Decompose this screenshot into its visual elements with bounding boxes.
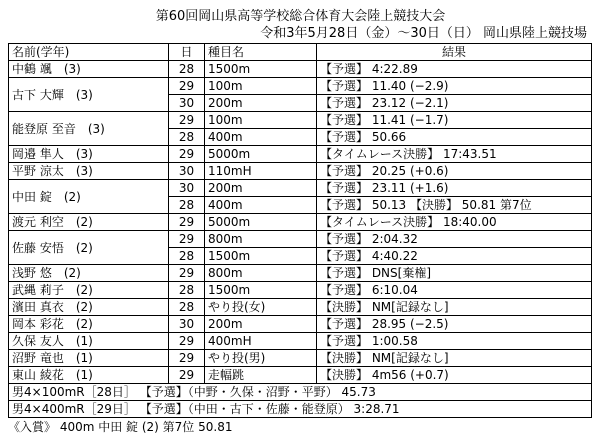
table-row bbox=[9, 146, 592, 163]
athlete-name: 古下 大輝 bbox=[12, 87, 64, 102]
event-result: 【予選】 23.12 (−2.1) bbox=[317, 95, 592, 112]
event-day: 28 bbox=[169, 299, 205, 316]
event-day: 30 bbox=[169, 180, 205, 197]
event-name: 200m bbox=[205, 316, 317, 333]
event-result: 【予選】 11.40 (−2.9) bbox=[317, 78, 592, 95]
athlete-name-cell bbox=[9, 78, 169, 112]
table-row bbox=[9, 231, 592, 248]
header-row bbox=[9, 44, 592, 61]
column-header-event: 種目名 bbox=[205, 44, 317, 61]
event-result: 【予選】 2:04.32 bbox=[317, 231, 592, 248]
table-row bbox=[9, 299, 592, 316]
athlete-grade: (2) bbox=[63, 189, 81, 204]
event-name: 800m bbox=[205, 231, 317, 248]
event-result: 【タイムレース決勝】 18:40.00 bbox=[317, 214, 592, 231]
athlete-name-cell bbox=[9, 180, 169, 214]
athlete-grade: (3) bbox=[87, 121, 105, 136]
event-day: 29 bbox=[169, 265, 205, 282]
athlete-name-cell bbox=[9, 112, 169, 146]
athlete-name-cell bbox=[9, 350, 169, 367]
event-day: 29 bbox=[169, 333, 205, 350]
column-header-result: 結果 bbox=[317, 44, 592, 61]
athlete-name-cell bbox=[9, 61, 169, 78]
event-result: 【決勝】 4m56 (+0.7) bbox=[317, 367, 592, 384]
athlete-grade: (3) bbox=[75, 87, 93, 102]
athlete-name-cell bbox=[9, 146, 169, 163]
event-name: 走幅跳 bbox=[205, 367, 317, 384]
event-result: 【予選】 6:10.04 bbox=[317, 282, 592, 299]
results-table bbox=[8, 43, 592, 418]
event-day: 28 bbox=[169, 197, 205, 214]
table-row bbox=[9, 112, 592, 129]
athlete-grade: (2) bbox=[75, 240, 93, 255]
table-row bbox=[9, 265, 592, 282]
table-row bbox=[9, 61, 592, 78]
athlete-grade: (3) bbox=[63, 62, 81, 76]
table-row bbox=[9, 180, 592, 197]
event-day: 29 bbox=[169, 214, 205, 231]
athlete-name: 能登原 至音 bbox=[12, 121, 76, 136]
event-name: 100m bbox=[205, 78, 317, 95]
event-day: 29 bbox=[169, 146, 205, 163]
event-name: 100m bbox=[205, 112, 317, 129]
athlete-grade: (1) bbox=[75, 368, 93, 382]
award-note: 《入賞》 400m 中田 錠 (2) 第7位 50.81 bbox=[8, 420, 233, 434]
page-title: 第60回岡山県高等学校総合体育大会陸上競技大会 bbox=[155, 9, 446, 24]
table-row bbox=[9, 316, 592, 333]
table-row bbox=[9, 78, 592, 95]
event-day: 29 bbox=[169, 78, 205, 95]
event-name: 400m bbox=[205, 197, 317, 214]
column-header-day: 日 bbox=[169, 44, 205, 61]
athlete-name: 中田 錠 bbox=[12, 189, 52, 204]
event-day: 28 bbox=[169, 61, 205, 78]
event-result: 【予選】 DNS[棄権] bbox=[317, 265, 592, 282]
athlete-grade: (2) bbox=[75, 317, 93, 331]
column-header-name: 名前(学年) bbox=[9, 44, 169, 61]
event-day: 30 bbox=[169, 95, 205, 112]
event-result: 【予選】 50.13 【決勝】 50.81 第7位 bbox=[317, 197, 592, 214]
event-day: 30 bbox=[169, 163, 205, 180]
relay-result: 男4×100mR［28日］ 【予選】（中野・久保・沼野・平野） 45.73 bbox=[9, 384, 592, 401]
event-name: 800m bbox=[205, 265, 317, 282]
relay-row bbox=[9, 401, 592, 418]
event-result: 【タイムレース決勝】 17:43.51 bbox=[317, 146, 592, 163]
athlete-name-cell bbox=[9, 163, 169, 180]
event-name: 5000m bbox=[205, 214, 317, 231]
athlete-name-cell bbox=[9, 367, 169, 384]
event-day: 28 bbox=[169, 248, 205, 265]
athlete-name: 久保 友人 bbox=[12, 334, 64, 348]
event-result: 【予選】 28.95 (−2.5) bbox=[317, 316, 592, 333]
event-name: 1500m bbox=[205, 282, 317, 299]
table-row bbox=[9, 367, 592, 384]
athlete-name: 東山 綾花 bbox=[12, 368, 64, 382]
event-result: 【予選】 50.66 bbox=[317, 129, 592, 146]
athlete-name-cell bbox=[9, 333, 169, 350]
results-body bbox=[9, 61, 592, 384]
event-result: 【予選】 23.11 (+1.6) bbox=[317, 180, 592, 197]
event-name: 200m bbox=[205, 95, 317, 112]
table-row bbox=[9, 282, 592, 299]
athlete-grade: (3) bbox=[75, 164, 93, 178]
athlete-grade: (2) bbox=[75, 300, 93, 314]
athlete-name-cell bbox=[9, 282, 169, 299]
event-day: 30 bbox=[169, 316, 205, 333]
athlete-name-cell bbox=[9, 265, 169, 282]
event-result: 【予選】 4:40.22 bbox=[317, 248, 592, 265]
event-name: 400mH bbox=[205, 333, 317, 350]
event-name: 1500m bbox=[205, 248, 317, 265]
event-day: 29 bbox=[169, 112, 205, 129]
athlete-name: 渡元 利空 bbox=[12, 215, 64, 229]
event-result: 【予選】 11.41 (−1.7) bbox=[317, 112, 592, 129]
event-day: 29 bbox=[169, 350, 205, 367]
athlete-name: 平野 涼太 bbox=[12, 164, 64, 178]
athlete-name: 武縄 莉子 bbox=[12, 283, 64, 297]
athlete-name: 沼野 竜也 bbox=[12, 351, 64, 365]
athlete-name: 中鶴 颯 bbox=[12, 62, 52, 76]
event-result: 【予選】 1:00.58 bbox=[317, 333, 592, 350]
athlete-grade: (2) bbox=[75, 215, 93, 229]
athlete-name-cell bbox=[9, 299, 169, 316]
athlete-name-cell bbox=[9, 316, 169, 333]
event-day: 28 bbox=[169, 282, 205, 299]
relay-row bbox=[9, 384, 592, 401]
event-result: 【予選】 4:22.89 bbox=[317, 61, 592, 78]
table-row bbox=[9, 350, 592, 367]
athlete-grade: (1) bbox=[75, 351, 93, 365]
athlete-grade: (1) bbox=[75, 334, 93, 348]
athlete-name: 岡本 彩花 bbox=[12, 317, 64, 331]
event-date-venue: 令和3年5月28日（金）～30日（日） 岡山県陸上競技場 bbox=[260, 26, 587, 41]
athlete-name: 浅野 悠 bbox=[12, 266, 52, 280]
event-name: 1500m bbox=[205, 61, 317, 78]
event-result: 【決勝】 NM[記録なし] bbox=[317, 299, 592, 316]
relay-body bbox=[9, 384, 592, 418]
relay-result: 男4×400mR［29日］ 【予選】（中田・古下・佐藤・能登原） 3:28.71 bbox=[9, 401, 592, 418]
event-name: 5000m bbox=[205, 146, 317, 163]
table-row bbox=[9, 214, 592, 231]
event-name: やり投(女) bbox=[205, 299, 317, 316]
event-result: 【決勝】 NM[記録なし] bbox=[317, 350, 592, 367]
event-day: 29 bbox=[169, 231, 205, 248]
table-row bbox=[9, 163, 592, 180]
athlete-name-cell bbox=[9, 214, 169, 231]
event-day: 29 bbox=[169, 367, 205, 384]
event-result: 【予選】 20.25 (+0.6) bbox=[317, 163, 592, 180]
athlete-grade: (2) bbox=[75, 283, 93, 297]
athlete-grade: (3) bbox=[75, 147, 93, 161]
athlete-grade: (2) bbox=[63, 266, 81, 280]
event-name: 200m bbox=[205, 180, 317, 197]
athlete-name: 岡邉 隼人 bbox=[12, 147, 64, 161]
event-day: 28 bbox=[169, 129, 205, 146]
table-row bbox=[9, 333, 592, 350]
event-name: やり投(男) bbox=[205, 350, 317, 367]
athlete-name: 佐藤 安悟 bbox=[12, 240, 64, 255]
athlete-name: 濱田 真衣 bbox=[12, 300, 64, 314]
athlete-name-cell bbox=[9, 231, 169, 265]
event-name: 110mH bbox=[205, 163, 317, 180]
event-name: 400m bbox=[205, 129, 317, 146]
